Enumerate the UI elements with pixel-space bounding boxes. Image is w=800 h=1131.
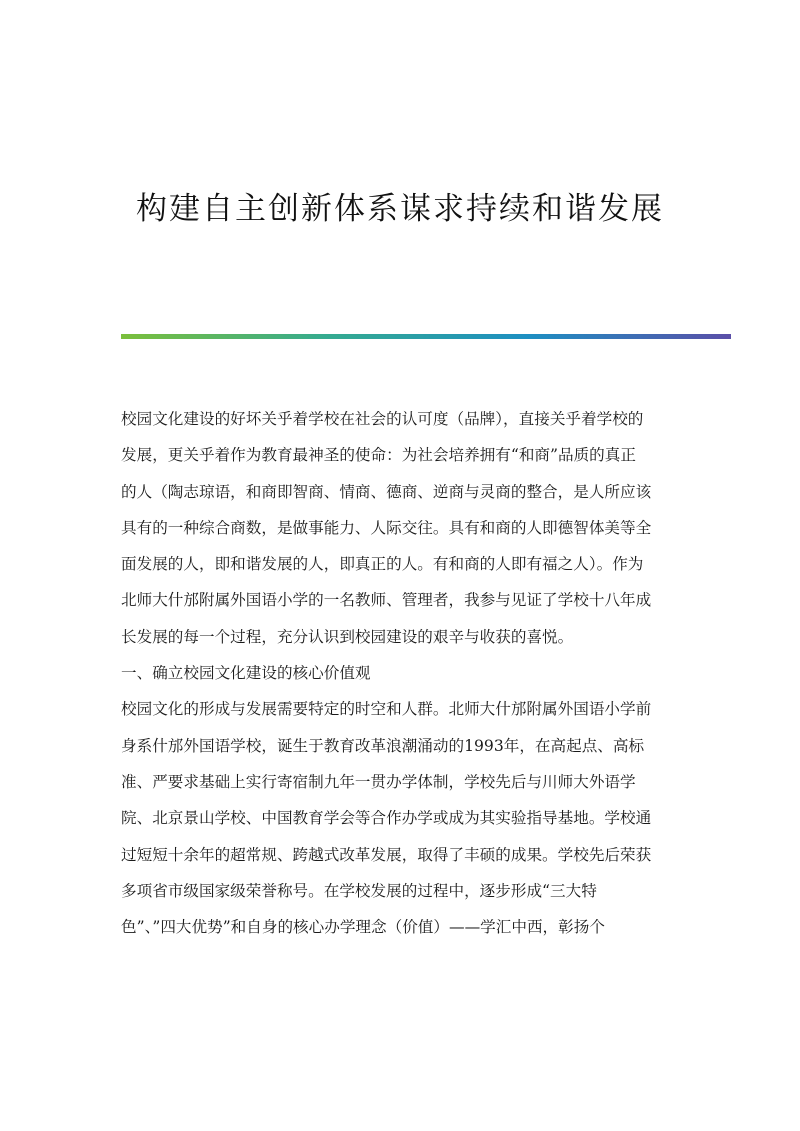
text-line: 的人（陶志琼语，和商即智商、情商、德商、逆商与灵商的整合，是人所应该 <box>121 482 652 501</box>
text-line: 色”、”四大优势”和自身的核心办学理念（价值）——学汇中西，彰扬个 <box>121 918 605 937</box>
section-heading: 一、确立校园文化建设的核心价值观 <box>121 664 371 683</box>
text-line: 过短短十余年的超常规、跨越式改革发展，取得了丰硕的成果。学校先后荣获 <box>121 845 652 864</box>
text-line: 面发展的人，即和谐发展的人，即真正的人。有和商的人即有福之人）。作为 <box>121 555 644 574</box>
title-divider <box>121 334 731 339</box>
text-line: 校园文化建设的好坏关乎着学校在社会的认可度（品牌），直接关乎着学校的 <box>121 410 644 428</box>
document-body <box>121 401 681 945</box>
text-line: 长发展的每一个过程，充分认识到校园建设的艰辛与收获的喜悦。 <box>121 627 574 646</box>
paragraph-intro <box>121 401 681 655</box>
text-line: 准、严要求基础上实行寄宿制九年一贯办学体制，学校先后与川师大外语学 <box>121 772 636 791</box>
text-line: 身系什邡外国语学校，诞生于教育改革浪潮涌动的1993年，在高起点、高标 <box>121 736 645 755</box>
text-line: 多项省市级国家级荣誉称号。在学校发展的过程中，逐步形成“三大特 <box>121 881 597 900</box>
text-line: 具有的一种综合商数，是做事能力、人际交往。具有和商的人即德智体美等全 <box>121 518 652 537</box>
text-line: 院、北京景山学校、中国教育学会等合作办学或成为其实验指导基地。学校通 <box>121 809 652 828</box>
text-line: 校园文化的形成与发展需要特定的时空和人群。北师大什邡附属外国语小学前 <box>121 700 652 719</box>
page-title: 构建自主创新体系谋求持续和谐发展 <box>136 191 664 227</box>
paragraph-history <box>121 691 681 945</box>
text-line: 发展，更关乎着作为教育最神圣的使命：为社会培养拥有“和商”品质的真正 <box>121 446 636 465</box>
text-line: 北师大什邡附属外国语小学的一名教师、管理者，我参与见证了学校十八年成 <box>121 591 652 610</box>
